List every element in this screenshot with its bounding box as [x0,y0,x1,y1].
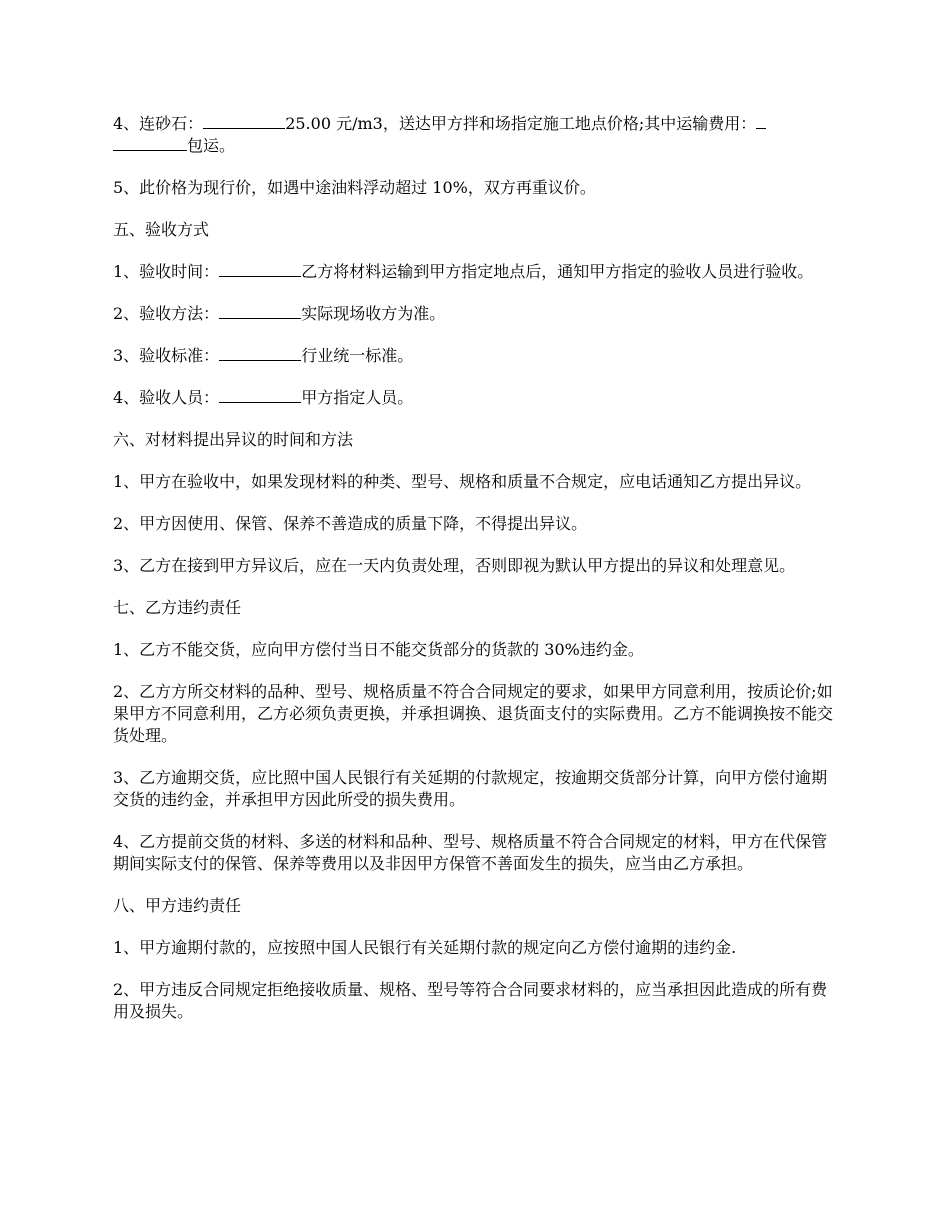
clause-suffix: 包运。 [187,136,236,155]
paragraph-party-b-liability-4: 4、乙方提前交货的材料、多送的材料和品种、型号、规格质量不符合合同规定的材料，甲方在代保管期间实际支付的保管、保养等费用以及非因甲方保管不善面发生的损失，应当由乙方承担。 [113,832,828,873]
paragraph-party-a-liability-2: 2、甲方违反合同规定拒绝接收质量、规格、型号等符合合同要求材料的，应当承担因此造成的所有费用及损失。 [113,980,828,1021]
clause-text: 行业统一标准。 [301,346,414,365]
section-heading-objection: 六、对材料提出异议的时间和方法 [113,430,354,449]
fill-in-blank [113,135,187,151]
paragraph-acceptance-time [113,261,843,283]
paragraph-sand-gravel-price [113,113,843,157]
paragraph-acceptance-method [113,303,843,325]
fill-in-blank [756,113,766,129]
section-heading-party-b-liability: 七、乙方违约责任 [113,598,242,617]
paragraph-party-b-liability-2: 2、乙方方所交材料的品种、型号、规格质量不符合合同规定的要求，如果甲方同意利用，按质论价;如果甲方不同意利用，乙方必须负责更换，并承担调换、退货面支付的实际费用。乙方不能调换按不能交货处理。 [113,682,834,745]
clause-text: 乙方将材料运输到甲方指定地点后，通知甲方指定的验收人员进行验收。 [301,262,814,281]
paragraph-acceptance-personnel [113,387,843,409]
paragraph-acceptance-standard [113,345,843,367]
clause-text: 实际现场收方为准。 [301,304,446,323]
paragraph-objection-2: 2、甲方因使用、保管、保养不善造成的质量下降，不得提出异议。 [113,514,588,533]
fill-in-blank [219,261,301,277]
paragraph-party-a-liability-1: 1、甲方逾期付款的，应按照中国人民银行有关延期付款的规定向乙方偿付逾期的违约金. [113,938,737,957]
fill-in-blank [219,303,301,319]
document-page [113,113,843,1043]
fill-in-blank [219,345,301,361]
clause-prefix: 4、验收人员： [113,388,220,407]
paragraph-objection-1: 1、甲方在验收中，如果发现材料的种类、型号、规格和质量不合规定，应电话通知乙方提出异议。 [113,472,812,491]
paragraph-price-adjustment: 5、此价格为现行价，如遇中途油料浮动超过 10%，双方再重议价。 [113,178,596,197]
clause-text: 25.00 元/m3，送达甲方拌和场指定施工地点价格;其中运输费用： [285,114,757,133]
fill-in-blank [219,387,301,403]
clause-prefix: 3、验收标准： [113,346,220,365]
paragraph-party-b-liability-1: 1、乙方不能交货，应向甲方偿付当日不能交货部分的货款的 30%违约金。 [113,640,644,659]
clause-prefix: 1、验收时间： [113,262,220,281]
paragraph-objection-3: 3、乙方在接到甲方异议后，应在一天内负责处理，否则即视为默认甲方提出的异议和处理意见。 [113,556,796,575]
fill-in-blank [203,113,285,129]
paragraph-party-b-liability-3: 3、乙方逾期交货，应比照中国人民银行有关延期的付款规定，按逾期交货部分计算，向甲方偿付逾期交货的违约金，并承担甲方因此所受的损失费用。 [113,768,828,809]
clause-prefix: 4、连砂石： [113,114,204,133]
clause-text: 甲方指定人员。 [301,388,414,407]
clause-prefix: 2、验收方法： [113,304,220,323]
section-heading-party-a-liability: 八、甲方违约责任 [113,896,242,915]
section-heading-acceptance: 五、验收方式 [113,220,210,239]
